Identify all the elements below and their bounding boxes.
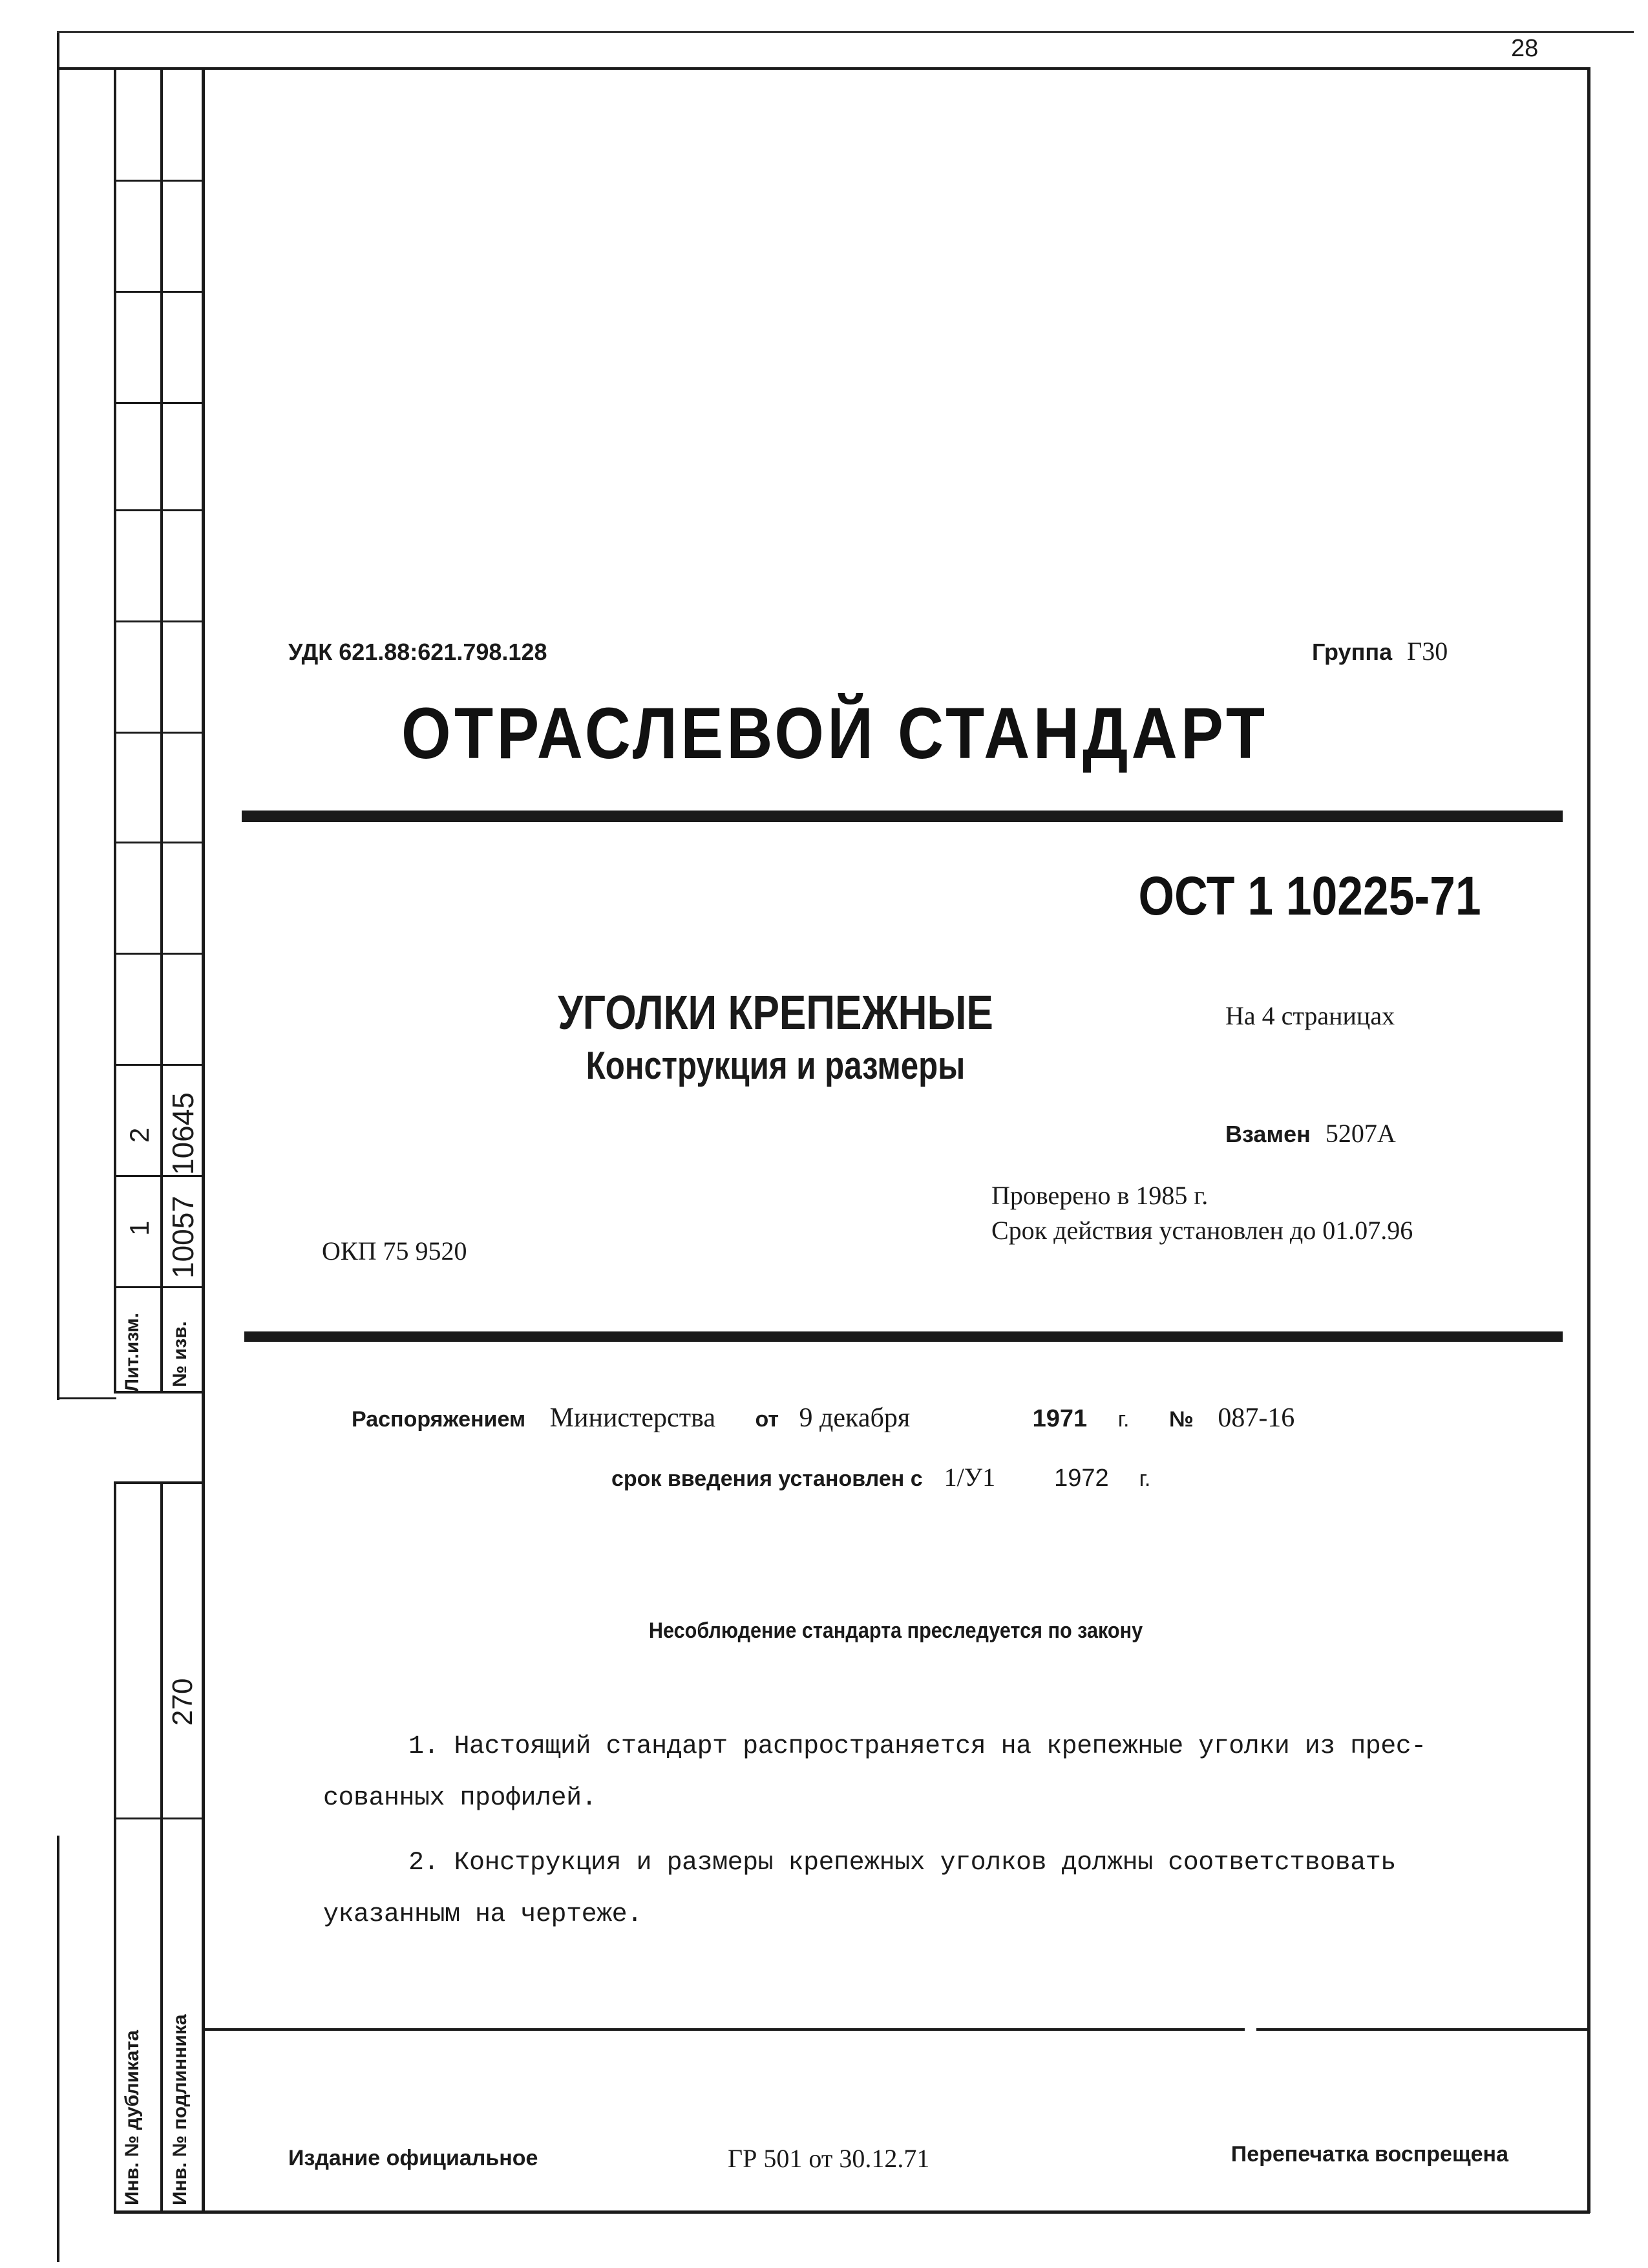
group-field	[1312, 636, 1448, 666]
legal-warning: Несоблюдение стандарта преследуется по закону	[648, 1618, 1143, 1643]
replaces-value: 5207А	[1325, 1119, 1396, 1148]
stamp-row-line	[114, 842, 204, 843]
footer-edition: Издание официальное	[288, 2146, 538, 2170]
subject-title: УГОЛКИ КРЕПЕЖНЫЕ	[558, 986, 993, 1039]
page-title: ОТРАСЛЕВОЙ СТАНДАРТ	[401, 693, 1269, 774]
validity-note: Срок действия установлен до 01.07.96	[991, 1216, 1413, 1245]
frame-right	[1587, 67, 1590, 2213]
order-year-suffix: г.	[1117, 1407, 1130, 1432]
stamp2-col1-left	[114, 1481, 116, 2214]
stamp-lit-1: 1	[124, 1220, 154, 1236]
intro-label: срок введения установлен с	[611, 1467, 923, 1491]
order-line	[352, 1403, 1294, 1434]
footer-separator	[204, 2028, 1245, 2031]
replaces-label: Взамен	[1225, 1121, 1311, 1147]
title-rule	[242, 811, 1563, 822]
order-date: 9 декабря	[799, 1403, 911, 1433]
stamp-izv-1: 10057	[166, 1196, 200, 1278]
paragraph-1-line-2: сованных профилей.	[323, 1784, 597, 1813]
stamp-orig-value: 270	[167, 1678, 198, 1726]
stamp-row-line	[114, 1175, 204, 1177]
frame-left-outer	[57, 31, 59, 1400]
frame-bottom	[114, 2210, 1590, 2214]
stamp-row-line	[114, 402, 204, 404]
order-from: от	[755, 1407, 779, 1432]
stamp-lower-edge	[57, 1397, 116, 1399]
stamp-row-line	[114, 620, 204, 622]
frame-top	[57, 67, 1590, 70]
subject-subtitle: Конструкция и размеры	[586, 1044, 966, 1087]
stamp-row-line	[114, 180, 204, 182]
intro-year: 1972	[1054, 1465, 1109, 1492]
stamp-dup-label: Инв. № дубликата	[121, 2030, 143, 2205]
okp-code: ОКП 75 9520	[322, 1236, 467, 1266]
stamp-row-line	[114, 1286, 204, 1288]
stamp-izv-2: 10645	[166, 1092, 200, 1175]
stamp-izv-label: № изв.	[169, 1321, 191, 1387]
section-rule	[244, 1331, 1563, 1342]
frame-top-short	[57, 31, 1634, 33]
checked-note: Проверено в 1985 г.	[991, 1181, 1209, 1210]
intro-suffix: г.	[1139, 1467, 1151, 1491]
intro-date: 1/У1	[944, 1463, 996, 1492]
stamp-lit-2: 2	[124, 1127, 154, 1143]
pages-note: На 4 страницах	[1225, 1001, 1395, 1030]
footer-reprint: Перепечатка воспрещена	[1231, 2142, 1508, 2167]
footer-separator-right	[1256, 2028, 1590, 2031]
order-label: Распоряжением	[352, 1407, 526, 1432]
paragraph-1-line-1: 1. Настоящий стандарт распространяется на крепежные уголки из прес-	[408, 1732, 1426, 1761]
order-number-label: №	[1168, 1407, 1194, 1432]
paragraph-2-line-2: указанным на чертеже.	[323, 1900, 642, 1929]
stamp-orig-label: Инв. № подлинника	[169, 2014, 191, 2205]
stamp2-col2-left	[160, 1481, 163, 2214]
order-number: 087-16	[1218, 1403, 1295, 1433]
udk-code: УДК 621.88:621.798.128	[288, 639, 547, 665]
frame-left-lower	[57, 1836, 59, 2262]
stamp-row-line	[114, 291, 204, 293]
paragraph-2-line-1: 2. Конструкция и размеры крепежных уголков должны соответствовать	[408, 1849, 1396, 1878]
stamp-lit-label: Лит.изм.	[121, 1312, 143, 1392]
intro-line	[611, 1462, 1150, 1492]
replaces-field	[1225, 1118, 1396, 1149]
stamp2-top	[114, 1481, 204, 1484]
stamp-row-line	[114, 1064, 204, 1066]
group-value: Г30	[1407, 637, 1448, 666]
page-number: 28	[1511, 35, 1539, 62]
standard-number: ОСТ 1 10225-71	[1138, 865, 1481, 926]
footer-registration: ГР 501 от 30.12.71	[728, 2144, 930, 2173]
group-label: Группа	[1312, 639, 1393, 665]
stamp2-mid	[114, 1818, 204, 1819]
stamp-row-line	[114, 509, 204, 511]
order-ministry: Министерства	[549, 1403, 715, 1433]
frame-main-left	[202, 67, 205, 2213]
order-year: 1971	[1032, 1405, 1088, 1432]
stamp-row-line	[114, 953, 204, 955]
